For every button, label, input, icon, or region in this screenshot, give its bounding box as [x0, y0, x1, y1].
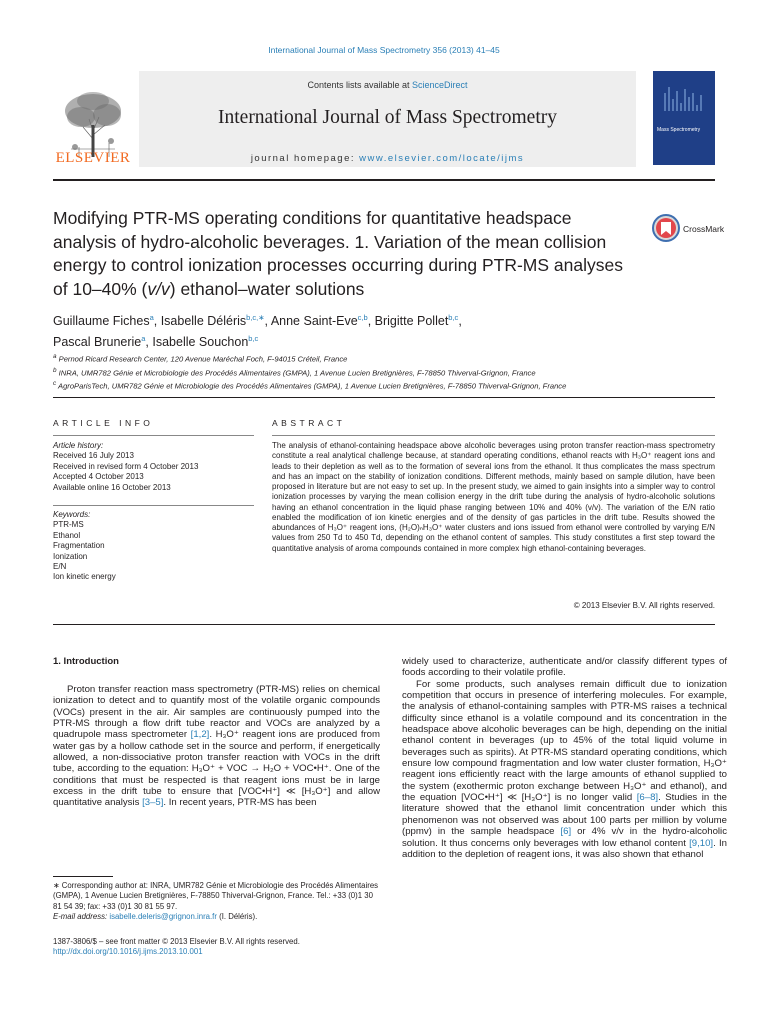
keyword: E/N [53, 562, 67, 572]
author-list: Guillaume Fiches$^a$, Isabelle Déléris$^{b,c,∗}$, Anne Saint-Eve$^{c,b}$, Brigitte Pollet$^{b,c}$, Pascal Brunerie$^a$, Isabelle Souchon$^{b,c}$ [53, 313, 462, 350]
cover-spectrum-graphic [663, 83, 705, 113]
header-rule [53, 179, 715, 181]
introduction-heading: 1. Introduction [53, 656, 119, 667]
history-revised: Received in revised form 4 October 2013 [53, 461, 199, 471]
article-title [53, 207, 623, 301]
keywords-rule [53, 505, 254, 506]
crossmark-label: CrossMark [683, 224, 725, 234]
ref-link[interactable]: [1,2] [190, 729, 210, 741]
author-3[interactable]: Brigitte Pollet$^{b,c}$ [374, 313, 459, 329]
cover-label: Mass Spectrometry [657, 127, 701, 133]
journal-cover-image[interactable] [653, 71, 715, 165]
keyword: Fragmentation [53, 541, 105, 551]
keyword: Ion kinetic energy [53, 572, 116, 582]
left-column-text: Proton transfer reaction mass spectrometry (PTR-MS) relies on chemical ionization to detect and to quantify most of the volatile organic compounds (VOCs) present in the air. Air samples are continuously pumped into the PTR-MS through a flow drift tube reactor and VOCs are analyzed by a quadrupole mass spectrometer [1,2]. H₃O⁺ reagent ions are produced from water gas by a hollow cathode set in the source and perform, if energetically allowed, a non-dissociative proton transfer reaction with VOCs in the drift tube, according to the equation: H₃O⁺ + VOC → H₂O + VOC•H⁺. One of the conditions that must be respected is that reagent ions must be in large excess in the drift tube to ensure that [VOC•H⁺] ≪ [H₃O⁺] and allow quantitative analysis [3–5]. In recent years, PTR-MS has been [53, 684, 381, 809]
affiliation-rule [53, 397, 715, 398]
right-para-0: widely used to characterize, authenticate and/or classify different types of foods according to their volatile profile. [402, 656, 727, 679]
author-1[interactable]: Isabelle Déléris$^{b,c,∗}$ [160, 313, 265, 329]
email-link[interactable]: isabelle.deleris@grignon.inra.fr [109, 912, 217, 922]
issn-line: 1387-3806/$ – see front matter © 2013 Elsevier B.V. All rights reserved. [53, 937, 300, 946]
sciencedirect-link[interactable]: ScienceDirect [412, 80, 468, 90]
history-accepted: Accepted 4 October 2013 [53, 472, 144, 482]
abstract-bottom-rule [53, 624, 715, 625]
affiliation-a: $^a$ Pernod Ricard Research Center, 120 Avenue Maréchal Foch, F-94015 Créteil, France [53, 353, 348, 364]
ref-link[interactable]: [3–5] [142, 797, 164, 809]
issn-block [53, 937, 380, 958]
journal-reference[interactable]: International Journal of Mass Spectrometry 356 (2013) 41–45 [268, 45, 500, 55]
author-5[interactable]: Isabelle Souchon$^{b,c}$ [152, 334, 259, 350]
crossmark-button[interactable] [652, 214, 742, 246]
affiliations [53, 351, 713, 392]
history-online: Available online 16 October 2013 [53, 482, 171, 492]
ref-link[interactable]: [6] [560, 826, 572, 838]
homepage-line [139, 153, 636, 164]
abstract-rule [272, 435, 715, 436]
title-vv: v/v [147, 278, 170, 299]
contents-prefix: Contents lists available at [307, 80, 413, 90]
author-2[interactable]: Anne Saint-Eve$^{c,b}$ [270, 313, 368, 329]
keywords [53, 510, 254, 583]
author-0[interactable]: Guillaume Fiches$^a$ [53, 313, 154, 329]
abstract-text: The analysis of ethanol-containing headspace above alcoholic beverages using proton transfer reaction-mass spectrometry constitute a real analytical challenge because, at standard operating conditions, ethanol reacts with H₃O⁺ reagent ions and leads to their depletion as well as to the formation of several ions from the ethanol. It thus complicates the mass spectrum and has an impact on the stability of ionization conditions. Different methods, mainly based on sample dilution, have been proposed in literature but are not easy to set up. In the present study, we aimed to gain insights into a simpler way to control ionization processes by varying the mean collision energy in the drift tube during the analysis of hydro-alcoholic solutions having an ethanol concentration in the liquid phase ranging between 10% and 40% (v/v). The variation of the E/N ratio enabled the modification of ion kinetic energies and of the density of gas particles in the drift tube. Results showed the abundances of H₃O⁺ reagent ions, (H₂O)ₙH₃O⁺ water clusters and ions issued from ethanol were controlled by varying E/N values from 250 Td to 450 Td, depending on the ethanol content of samples. This study constitutes a first step toward the quantitative analysis of aroma compounds contained in more complex high ethanol-containing beverages. [272, 441, 715, 553]
history-received: Received 16 July 2013 [53, 451, 134, 461]
title-part-2: ) ethanol–water solutions [169, 278, 365, 299]
keyword: Ionization [53, 551, 88, 561]
right-column-text [402, 656, 727, 860]
footnote-rule [53, 876, 113, 877]
abstract-copyright: © 2013 Elsevier B.V. All rights reserved. [573, 601, 715, 610]
affiliation-c: $^c$ AgroParisTech, UMR782 Génie et Microbiologie des Procédés Alimentaires (GMPA), 1 Avenue Lucien Bretignières, F-78850 Thiverval-Grignon, France [53, 380, 567, 391]
crossmark-icon [652, 214, 680, 242]
homepage-link[interactable]: www.elsevier.com/locate/ijms [359, 153, 525, 164]
ref-link[interactable]: [9,10] [689, 837, 714, 849]
corresponding-author-footnote: ∗ Corresponding author at: INRA, UMR782 Génie et Microbiologie des Procédés Alimentaires (GMPA), 1 Avenue Lucien Bretignières, F-78850 Thiverval-Grignon, France. Tel.: +33 (0)1 30 81 54 39; fax: +33 (0)1 30 81 55 97. E-mail address: isabelle.deleris@grignon.inra.fr (I. Déléris). [53, 881, 379, 922]
keywords-label: Keywords: [53, 510, 91, 519]
abstract-heading: ABSTRACT [272, 418, 346, 428]
email-label: E-mail address: [53, 912, 110, 922]
history-label: Article history: [53, 441, 104, 450]
keyword: Ethanol [53, 530, 81, 540]
homepage-prefix: journal homepage: [250, 153, 360, 164]
contents-line [139, 80, 636, 90]
author-4[interactable]: Pascal Brunerie$^a$ [53, 334, 146, 350]
ref-link[interactable]: [6–8] [636, 792, 659, 804]
keyword: PTR-MS [53, 520, 84, 530]
affiliation-b: $^b$ INRA, UMR782 Génie et Microbiologie des Procédés Alimentaires (GMPA), 1 Avenue Lucien Bretignières, F-78850 Thiverval-Grignon, France [53, 366, 536, 378]
right-para-1: For some products, such analyses remain difficult due to ionization competition that occurs in presence of interfering molecules. For example, the analysis of ethanol-containing samples with PTR-MS raises a technical difficulty since ethanol is a volatile compound and its concentration in the headspace above alcoholic beverages can be high, depending on the initial ethanol content in beverages (up to 45% of the total liquid volume in beverages such as spirits). At PTR-MS standard operating conditions, which ensure low compound fragmentation and low water cluster formation, H₃O⁺ reagent ions efficiently react with the large amounts of ethanol supplied to the system (exothermic proton exchange between H₃O⁺ and ethanol), and the equation [VOC•H⁺] ≪ [H₃O⁺] is no longer valid [6–8]. Studies in the literature showed that the ethanol limit concentration under which this phenomenon was not observed was about 100 parts per million by volume (ppmv) in the sample headspace [6] or 4% v/v in the hydro-alcoholic solution. It thus concerns only beverages with low ethanol content [9,10]. In addition to the depletion of reagent ions, it was also shown that ethanol [402, 678, 728, 860]
article-info-heading: ARTICLE INFO [53, 418, 154, 428]
doi-link[interactable]: http://dx.doi.org/10.1016/j.ijms.2013.10.001 [53, 947, 203, 957]
elsevier-wordmark: ELSEVIER [55, 150, 131, 166]
article-history [53, 441, 254, 493]
info-rule [53, 435, 254, 436]
title-part-1: Modifying PTR-MS operating conditions for quantitative headspace analysis of hydro-alcoholic beverages. 1. Variation of the mean collision energy to control ionization processes occurring during PTR-MS analyses of 10–40% ( [53, 208, 623, 299]
journal-title: International Journal of Mass Spectrometry [218, 107, 557, 128]
